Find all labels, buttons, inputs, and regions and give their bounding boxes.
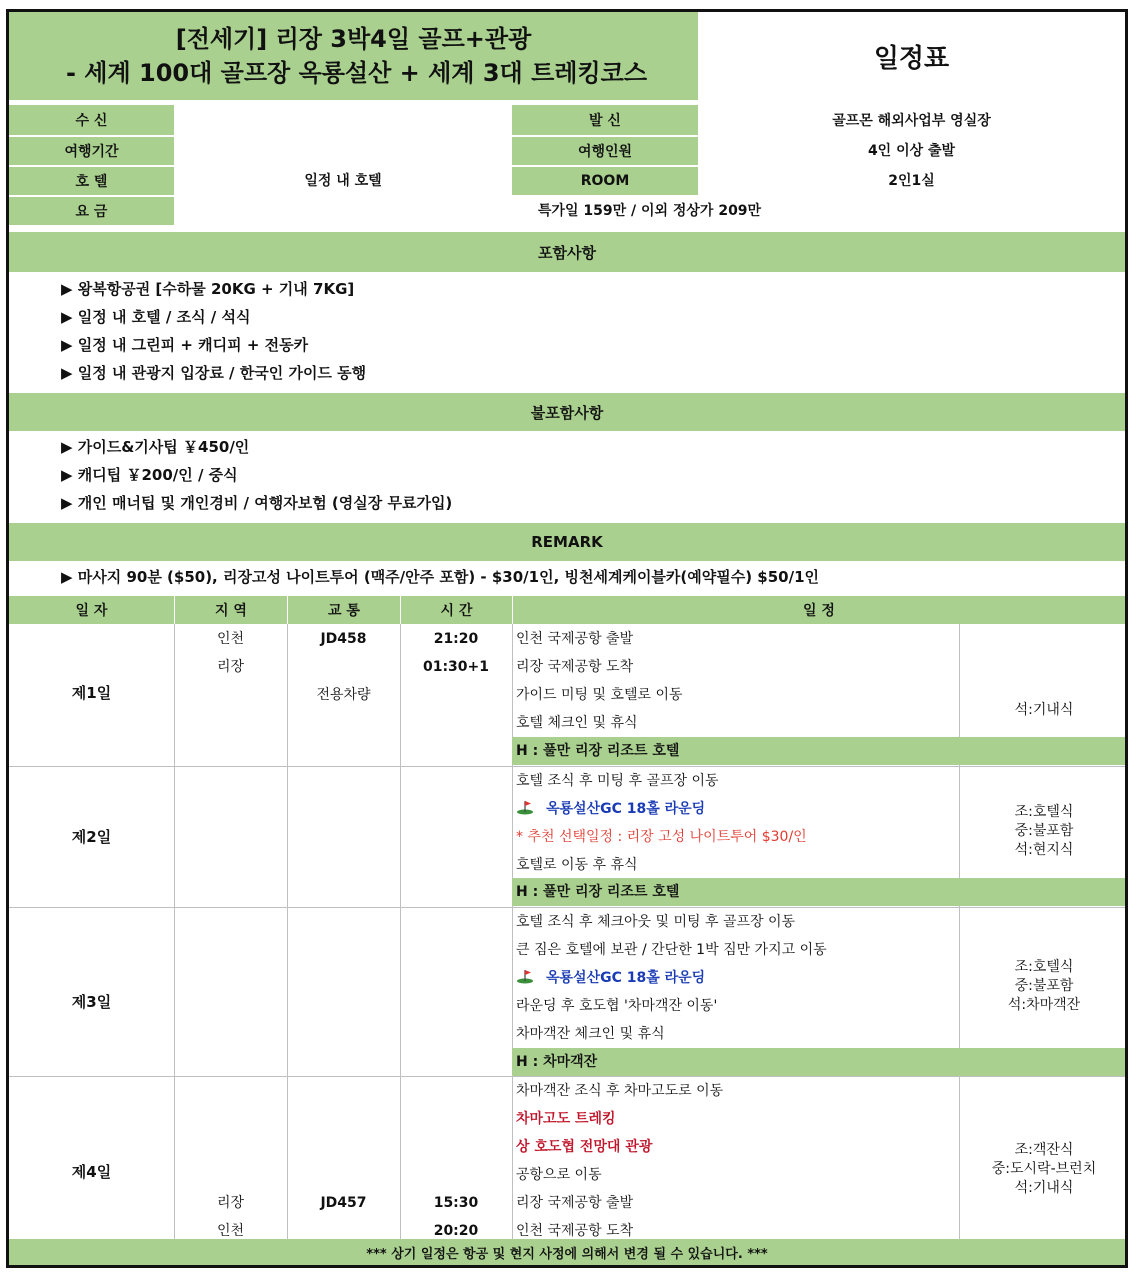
included-item: ▶ 왕복항공권 [수하물 20KG + 기내 7KG] <box>61 280 355 298</box>
itinerary-sheet <box>6 9 1128 1268</box>
time-cell: 01:30+1 <box>422 659 490 675</box>
plan-line: 차마객잔 조식 후 차마고도로 이동 <box>516 1083 724 1099</box>
included-header: 포함사항 <box>9 232 1125 272</box>
recipient-label: 수 신 <box>9 105 174 135</box>
excluded-item: ▶ 개인 매너팁 및 개인경비 / 여행자보험 (영실장 무료가입) <box>61 494 453 512</box>
optional-tour-note: * 추천 선택일정 : 리장 고성 나이트투어 $30/인 <box>516 829 807 845</box>
remark-text: ▶ 마사지 90분 ($50), 리장고성 나이트투어 (맥주/안주 포함) - $30/1인, 빙천세계케이블카(예약필수) $50/1인 <box>61 568 820 586</box>
room-value: 2인1실 <box>888 173 935 189</box>
plan-line: 리장 국제공항 출발 <box>516 1195 634 1211</box>
grid-line <box>174 624 175 1240</box>
title-line-2: - 세계 100대 골프장 옥룡설산 + 세계 3대 트레킹코스 <box>65 59 648 87</box>
plan-line: 인천 국제공항 도착 <box>516 1223 634 1239</box>
meal-line: 석:현지식 <box>1014 842 1074 858</box>
sender-label: 발 신 <box>512 105 698 135</box>
area-cell: 인천 <box>216 631 245 647</box>
price-label: 요 금 <box>9 195 174 225</box>
plan-line-golf <box>516 795 705 823</box>
included-item: ▶ 일정 내 관광지 입장료 / 한국인 가이드 동행 <box>61 364 367 382</box>
people-value: 4인 이상 출발 <box>867 143 956 159</box>
period-label: 여행기간 <box>9 135 174 165</box>
plan-line-golf <box>516 964 705 992</box>
meal-info <box>960 1141 1128 1198</box>
meal-line: 중:불포함 <box>1014 823 1074 839</box>
remark-header: REMARK <box>9 523 1125 561</box>
day-label: 제3일 <box>71 993 112 1011</box>
day-label: 제2일 <box>71 828 112 846</box>
info-row-recipient <box>9 105 1125 135</box>
meal-info <box>960 701 1128 720</box>
grid-line <box>287 624 288 1240</box>
room-label: ROOM <box>512 165 698 195</box>
transport-cell: JD458 <box>320 631 367 647</box>
meal-line: 조:호텔식 <box>1014 804 1074 820</box>
info-row-hotel <box>9 165 1125 195</box>
excluded-item: ▶ 가이드&기사팁 ￥450/인 <box>61 438 250 456</box>
col-day-header: 일 자 <box>75 603 108 619</box>
col-plan-header: 일 정 <box>512 596 1125 624</box>
plan-line: 인천 국제공항 출발 <box>516 631 634 647</box>
hotel-value: 일정 내 호텔 <box>304 173 382 189</box>
excluded-list <box>9 433 1125 517</box>
meal-info <box>960 958 1128 1015</box>
golf-round-text: 옥룡설산GC 18홀 라운딩 <box>546 970 706 986</box>
excluded-header: 불포함사항 <box>9 393 1125 431</box>
plan-line: 호텔 조식 후 체크아웃 및 미팅 후 골프장 이동 <box>516 914 796 930</box>
doc-type-label: 일정표 <box>873 43 950 74</box>
people-label: 여행인원 <box>512 135 698 165</box>
meal-line: 조:객잔식 <box>1014 1142 1074 1158</box>
included-list <box>9 275 1125 387</box>
hotel-bar: H : 풀만 리장 리조트 호텔 <box>512 737 1125 765</box>
included-item: ▶ 일정 내 호텔 / 조식 / 석식 <box>61 308 251 326</box>
day-label: 제4일 <box>71 1163 112 1181</box>
time-cell: 21:20 <box>433 631 479 647</box>
meal-line: 석:기내식 <box>1014 702 1074 718</box>
plan-line: 라운딩 후 호도협 '차마객잔 이동' <box>516 998 718 1014</box>
recipient-value <box>174 105 512 135</box>
excluded-item: ▶ 캐디팁 ￥200/인 / 중식 <box>61 466 238 484</box>
plan-line: 호텔 조식 후 미팅 후 골프장 이동 <box>516 773 719 789</box>
meal-line: 중:불포함 <box>1014 978 1074 994</box>
plan-line: 호텔로 이동 후 휴식 <box>516 857 638 873</box>
title-line-1: [전세기] 리장 3박4일 골프+관광 <box>175 25 532 53</box>
col-time-header: 시 간 <box>400 596 512 624</box>
grid-line <box>400 624 401 1240</box>
time-cell: 15:30 <box>433 1195 479 1211</box>
golf-round-text: 옥룡설산GC 18홀 라운딩 <box>546 801 706 817</box>
plan-line: 가이드 미팅 및 호텔로 이동 <box>516 687 683 703</box>
meal-line: 중:도시락-브런치 <box>991 1161 1097 1177</box>
schedule-table <box>9 596 1125 1266</box>
plan-line: 차마객잔 체크인 및 휴식 <box>516 1026 665 1042</box>
info-row-price <box>9 195 1125 225</box>
day-label: 제1일 <box>71 684 112 702</box>
included-item: ▶ 일정 내 그린피 + 캐디피 + 전동카 <box>61 336 309 354</box>
meal-info <box>960 803 1128 860</box>
trekking-highlight: 차마고도 트레킹 <box>516 1111 616 1127</box>
plan-line: 호텔 체크인 및 휴식 <box>516 715 638 731</box>
info-row-period <box>9 135 1125 165</box>
price-value: 특가일 159만 / 이외 정상가 209만 <box>537 203 762 219</box>
golf-flag-icon <box>516 966 534 982</box>
col-transport-header: 교 통 <box>287 596 400 624</box>
meal-line: 석:기내식 <box>1014 1180 1074 1196</box>
area-cell: 리장 <box>216 659 245 675</box>
area-cell: 인천 <box>216 1223 245 1239</box>
title-block <box>9 12 698 100</box>
sender-value: 골프몬 해외사업부 영실장 <box>832 113 991 129</box>
footer-notice: *** 상기 일정은 항공 및 현지 사정에 의해서 변경 될 수 있습니다. *** <box>9 1239 1125 1265</box>
schedule-header-row <box>9 596 1125 624</box>
grid-line <box>512 624 513 1240</box>
golf-flag-icon <box>516 797 534 813</box>
col-area-header: 지 역 <box>174 596 287 624</box>
area-cell: 리장 <box>216 1195 245 1211</box>
hotel-label: 호 텔 <box>9 165 174 195</box>
time-cell: 20:20 <box>433 1223 479 1239</box>
hotel-bar: H : 풀만 리장 리조트 호텔 <box>512 878 1125 906</box>
transport-cell: JD457 <box>320 1195 367 1211</box>
period-value <box>174 135 512 165</box>
transport-cell: 전용차량 <box>316 687 371 703</box>
plan-line: 큰 짐은 호텔에 보관 / 간단한 1박 짐만 가지고 이동 <box>516 942 827 958</box>
meal-line: 석:차마객잔 <box>1007 997 1081 1013</box>
remark-list <box>9 563 1125 591</box>
plan-line: 공항으로 이동 <box>516 1167 602 1183</box>
meal-line: 조:호텔식 <box>1014 959 1074 975</box>
observatory-highlight: 상 호도협 전망대 관광 <box>516 1139 653 1155</box>
plan-line: 리장 국제공항 도착 <box>516 659 634 675</box>
hotel-bar: H : 차마객잔 <box>512 1048 1125 1076</box>
